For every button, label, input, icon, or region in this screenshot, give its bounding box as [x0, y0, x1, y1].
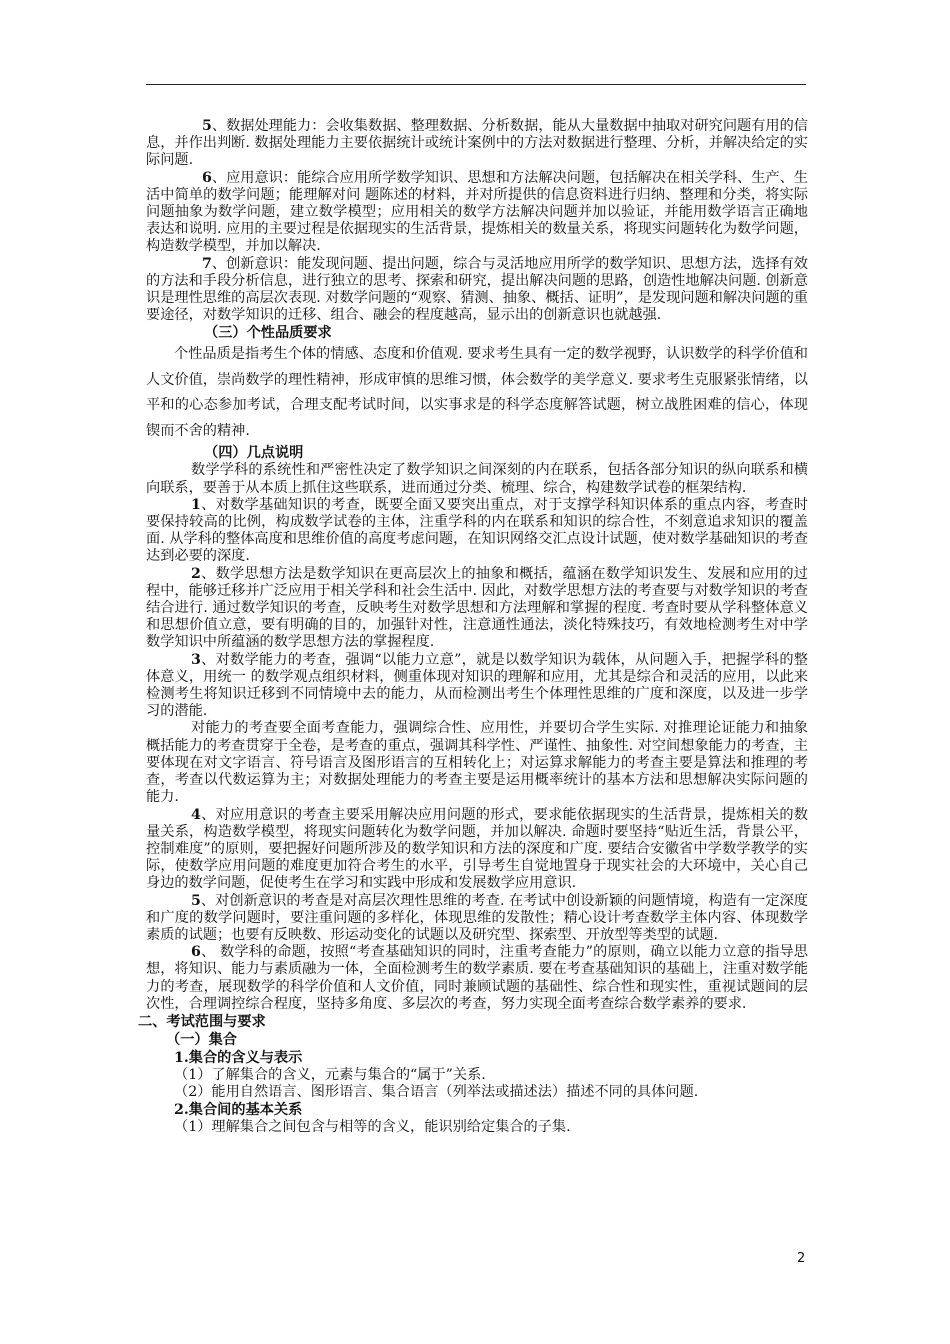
heading-notes: （四）几点说明 [204, 445, 304, 462]
para-personality: 个性品质是指考生个体的情感、态度和价值观. 要求考生具有一定的数学视野，认识数学的科学价值和人文价值，崇尚数学的理性精神，形成审慎的思维习惯，体会数学的美学意义. 要求考生克服紧张情绪，以平和的心态参加考试，合理支配考试时间，以实事求是的科学态度解答试题，树立战胜困难的信心，体现锲而不舍的精神. [146, 346, 808, 439]
note-6: 6、 数学科的命题，按照“考查基础知识的同时，注重考查能力”的原则，确立以能力立意的指导思想，将知识、能力与素质融为一体，全面检测考生的数学素质. 要在考查基础知识的基础上，注重对数学能力的考查，展现数学的科学价值和人文价值，同时兼顾试题的基础性、综合性和现实性，重视试题间的层次性，合理调控综合程度，坚持多角度、多层次的考查，努力实现全面考查综合数学素养的要求. [146, 944, 808, 1012]
set-relations-item-1: （1）理解集合之间包含与相等的含义，能识别给定集合的子集. [174, 1119, 571, 1136]
heading-sets: （一）集合 [166, 1031, 237, 1048]
set-definition-item-1: （1）了解集合的含义，元素与集合的“属于”关系. [174, 1066, 486, 1083]
note-3: 3、对数学能力的考查，强调“以能力立意”，就是以数学知识为载体，从问题入手，把握学科的整体意义，用统一 的数学观点组织材料，侧重体现对知识的理解和应用，尤其是综合和灵活的应用，以此来检测考生将知识迁移到不同情境中去的能力，从而检测出考生个体理性思维的广度和深度，以及进一步学习的潜能. [146, 651, 808, 720]
heading-exam-scope: 二、考试范围与要求 [138, 1013, 266, 1030]
document-body [138, 118, 808, 1137]
para-data-processing: 5、数据处理能力：会收集数据、整理数据、分析数据，能从大量数据中抽取对研究问题有用的信息，并作出判断. 数据处理能力主要依据统计或统计案例中的方法对数据进行整理、分析，并解决给定的实际问题. [146, 118, 808, 169]
para-innovation-awareness: 7、创新意识：能发现问题、提出问题，综合与灵活地应用所学的数学知识、思想方法，选择有效的方法和手段分析信息，进行独立的思考、探索和研究，提出解决问题的思路，创造性地解决问题. 创新意识是理性思维的高层次表现. 对数学问题的“观察、猜测、抽象、概括、证明”，是发现问题和解决问题的重要途径，对数学知识的迁移、组合、融会的程度越高，显示出的创新意识也就越强. [146, 255, 808, 324]
para-notes-intro: 数学学科的系统性和严密性决定了数学知识之间深刻的内在联系，包括各部分知识的纵向联系和横向联系，要善于从本质上抓住这些联系，进而通过分类、梳理、综合，构建数学试卷的框架结构. [146, 462, 808, 496]
page-number: 2 [797, 1251, 806, 1266]
heading-personality: （三）个性品质要求 [204, 325, 332, 342]
note-3-continued: 对能力的考查要全面考查能力，强调综合性、应用性，并要切合学生实际. 对推理论证能力和抽象概括能力的考查贯穿于全卷，是考查的重点，强调其科学性、严谨性、抽象性. 对空间想象能力的考查，主要体现在对文字语言、符号语言及图形语言的互相转化上；对运算求解能力的考查主要是算法和推理的考查，考查以代数运算为主；对数据处理能力的考查主要是运用概率统计的基本方法和思想解决实际问题的能力. [146, 720, 808, 806]
para-application-awareness: 6、应用意识：能综合应用所学数学知识、思想和方法解决问题，包括解决在相关学科、生产、生活中简单的数学问题；能理解对问 题陈述的材料，并对所提供的信息资料进行归纳、整理和分类，将实际问题抽象为数学问题，建立数学模型；应用相关的数学方法解决问题并加以验证，并能用数学语言正确地表达和说明. 应用的主要过程是依据现实的生活背景，提炼相关的数量关系，将现实问题转化为数学问题，构造数学模型，并加以解决. [146, 169, 808, 255]
heading-set-definition: 1.集合的含义与表示 [174, 1049, 303, 1066]
heading-set-relations: 2.集合间的基本关系 [174, 1102, 303, 1119]
set-definition-item-2: （2）能用自然语言、图形语言、集合语言（列举法或描述法）描述不同的具体问题. [174, 1084, 699, 1101]
header-rule [146, 84, 806, 85]
note-4: 4、对应用意识的考查主要采用解决应用问题的形式，要求能依据现实的生活背景，提炼相关的数量关系，构造数学模型，将现实问题转化为数学问题，并加以解决. 命题时要坚持“贴近生活，背景公平，控制难度”的原则，要把握好问题所涉及的数学知识和方法的深度和广度. 要结合安徽省中学数学教学的实际，使数学应用问题的难度更加符合考生的水平，引导考生自觉地置身于现实社会的大环境中，关心自己身边的数学问题，促使考生在学习和实践中形成和发展数学应用意识. [146, 806, 808, 892]
note-1: 1、对数学基础知识的考查，既要全面又要突出重点，对于支撑学科知识体系的重点内容，考查时要保持较高的比例，构成数学试卷的主体，注重学科的内在联系和知识的综合性，不刻意追求知识的覆盖面. 从学科的整体高度和思维价值的高度考虑问题，在知识网络交汇点设计试题，使对数学基础知识的考查达到必要的深度. [146, 496, 808, 565]
note-2: 2、数学思想方法是数学知识在更高层次上的抽象和概括，蕴涵在数学知识发生、发展和应用的过程中，能够迁移并广泛应用于相关学科和社会生活中. 因此，对数学思想方法的考查要与对数学知识的考查结合进行. 通过数学知识的考查，反映考生对数学思想和方法理解和掌握的程度. 考查时要从学科整体意义和思想价值立意，要有明确的目的，加强针对性，注意通性通法，淡化特殊技巧，有效地检测考生对中学数学知识中所蕴涵的数学思想方法的掌握程度. [146, 565, 808, 651]
note-5: 5、对创新意识的考查是对高层次理性思维的考查. 在考试中创设新颖的问题情境，构造有一定深度和广度的数学问题时，要注重问题的多样化，体现思维的发散性；精心设计考查数学主体内容、体现数学素质的试题；也要有反映数、形运动变化的试题以及研究型、探索型、开放型等类型的试题. [146, 892, 808, 943]
